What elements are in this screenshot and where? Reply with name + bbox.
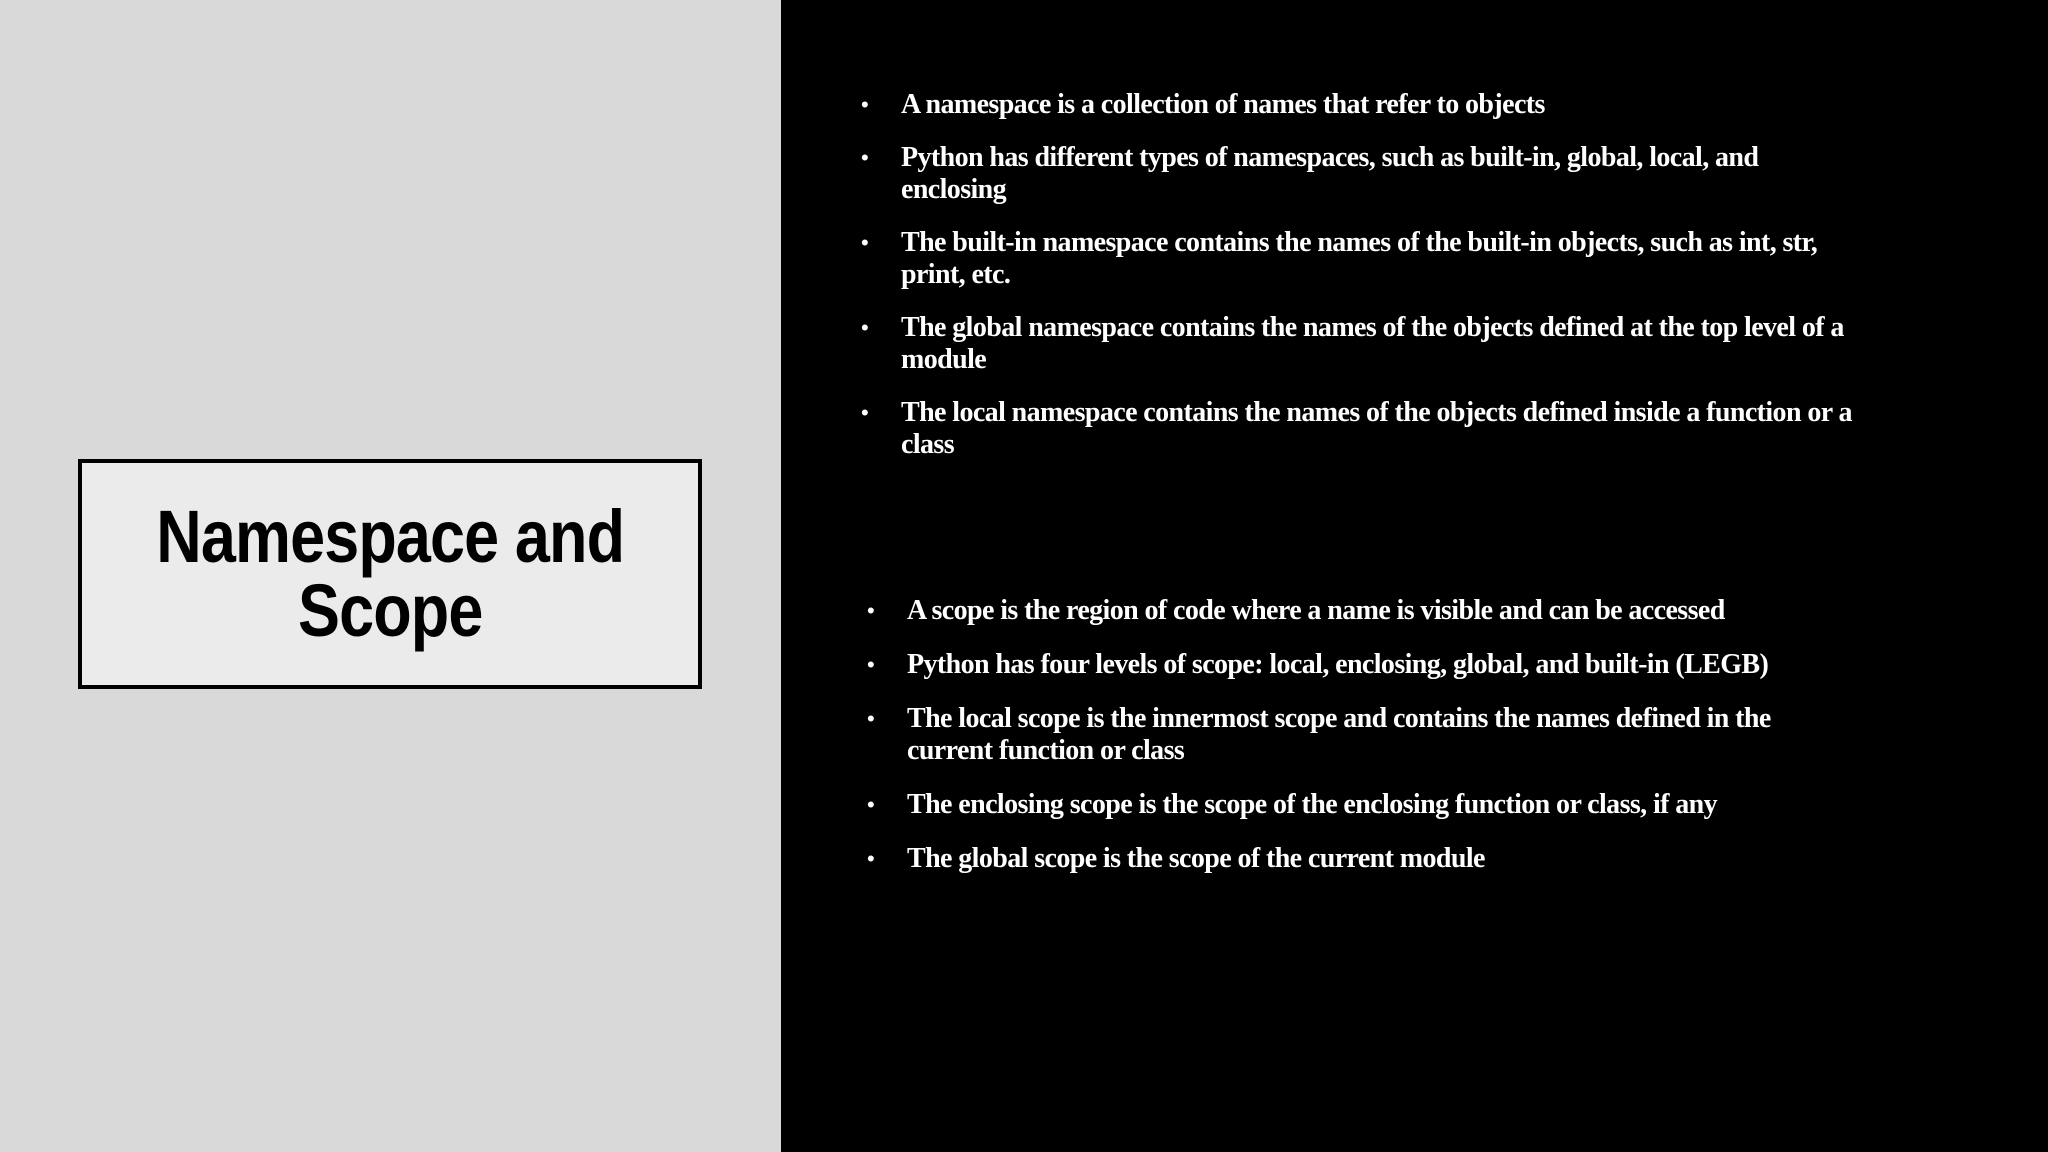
- bullet-icon: •: [867, 792, 875, 817]
- bullet-icon: •: [867, 706, 875, 731]
- bullet-icon: •: [867, 652, 875, 677]
- scope-bullet-text: The global scope is the scope of the current module: [907, 843, 1485, 874]
- scope-bullet-text: The local scope is the innermost scope and contains the names defined in the current function or class: [907, 703, 1771, 766]
- list-item: [861, 89, 1641, 121]
- namespace-bullet-list: [861, 89, 1901, 482]
- list-item: [861, 397, 1901, 461]
- slide-title-line-2: Scope: [297, 569, 483, 652]
- list-item: [867, 789, 1907, 821]
- bullet-icon: •: [861, 145, 869, 170]
- bullet-icon: •: [861, 92, 869, 117]
- list-item: [867, 595, 1907, 627]
- list-item: [861, 312, 1861, 376]
- namespace-bullet-text: A namespace is a collection of names that refer to objects: [901, 89, 1545, 120]
- slide-title-line-1: Namespace and: [156, 495, 624, 578]
- scope-bullet-text: A scope is the region of code where a name is visible and can be accessed: [907, 595, 1725, 626]
- bullet-icon: •: [861, 400, 869, 425]
- slide-title: [156, 495, 624, 652]
- list-item: [861, 227, 1841, 291]
- namespace-bullet-text: The built-in namespace contains the names of the built-in objects, such as int, str, print, etc.: [901, 227, 1818, 290]
- left-panel: [0, 0, 781, 1152]
- list-item: [861, 142, 1841, 206]
- namespace-bullet-text: The global namespace contains the names of the objects defined at the top level of a module: [901, 312, 1844, 375]
- list-item: [867, 649, 1907, 681]
- bullet-icon: •: [867, 846, 875, 871]
- list-item: [867, 843, 1907, 875]
- title-box: [78, 459, 702, 689]
- scope-bullet-list: [867, 595, 1907, 897]
- namespace-bullet-text: Python has different types of namespaces, such as built-in, global, local, and enclosing: [901, 142, 1759, 205]
- scope-bullet-text: The enclosing scope is the scope of the enclosing function or class, if any: [907, 789, 1718, 820]
- scope-bullet-text: Python has four levels of scope: local, enclosing, global, and built-in (LEGB): [907, 649, 1769, 680]
- bullet-icon: •: [861, 230, 869, 255]
- list-item: [867, 703, 1827, 767]
- namespace-bullet-text: The local namespace contains the names of the objects defined inside a function or a class: [901, 397, 1852, 460]
- bullet-icon: •: [867, 598, 875, 623]
- bullet-icon: •: [861, 315, 869, 340]
